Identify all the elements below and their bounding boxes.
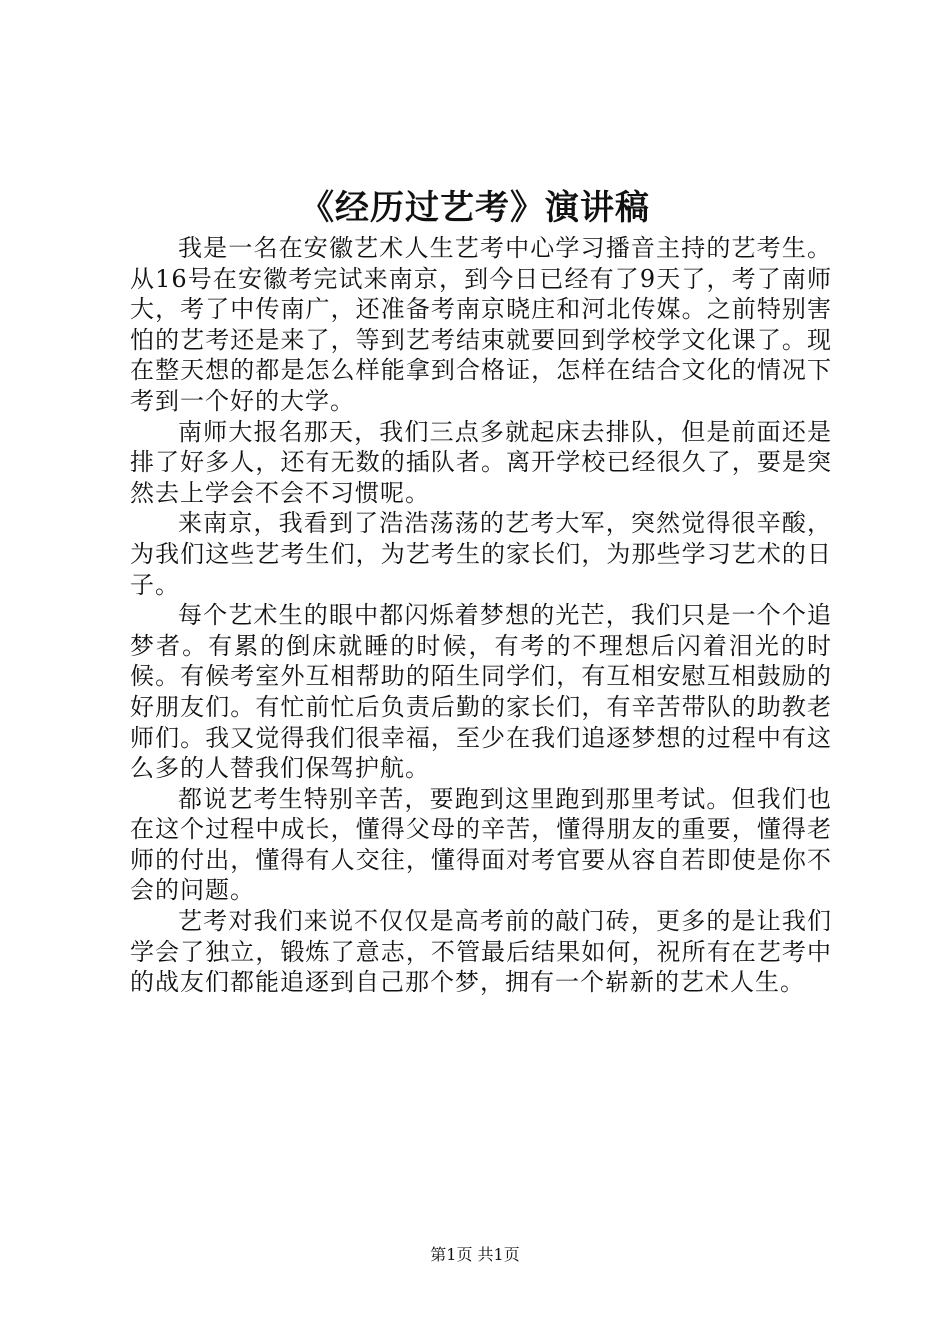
paragraph-2: 南师大报名那天，我们三点多就起床去排队，但是前面还是排了好多人，还有无数的插队者。离开学校已经很久了，要是突然去上学会不会不习惯呢。 <box>130 417 832 507</box>
paragraph-4: 每个艺术生的眼中都闪烁着梦想的光芒，我们只是一个个追梦者。有累的倒床就睡的时候，有考的不理想后闪着泪光的时候。有候考室外互相帮助的陌生同学们，有互相安慰互相鼓励的好朋友们。有忙前忙后负责后勤的家长们，有辛苦带队的助教老师们。我又觉得我们很幸福，至少在我们追逐梦想的过程中有这么多的人替我们保驾护航。 <box>130 601 832 783</box>
paragraph-6: 艺考对我们来说不仅仅是高考前的敲门砖，更多的是让我们学会了独立，锻炼了意志，不管最后结果如何，祝所有在艺考中的战友们都能追逐到自己那个梦，拥有一个崭新的艺术人生。 <box>130 907 832 997</box>
document-body <box>130 233 832 998</box>
paragraph-5: 都说艺考生特别辛苦，要跑到这里跑到那里考试。但我们也在这个过程中成长，懂得父母的辛苦，懂得朋友的重要，懂得老师的付出，懂得有人交往，懂得面对考官要从容自若即使是你不会的问题。 <box>130 784 832 905</box>
document-title: 《经历过艺考》演讲稿 <box>300 188 650 228</box>
paragraph-3: 来南京，我看到了浩浩荡荡的艺考大军，突然觉得很辛酸，为我们这些艺考生们，为艺考生的家长们，为那些学习艺术的日子。 <box>130 509 832 599</box>
page-footer: 第1页 共1页 <box>430 1245 520 1264</box>
paragraph-1: 我是一名在安徽艺术人生艺考中心学习播音主持的艺考生。从16号在安徽考完试来南京，到今日已经有了9天了，考了南师大，考了中传南广，还准备考南京晓庄和河北传媒。之前特别害怕的艺考还是来了，等到艺考结束就要回到学校学文化课了。现在整天想的都是怎么样能拿到合格证，怎样在结合文化的情况下考到一个好的大学。 <box>130 234 832 415</box>
